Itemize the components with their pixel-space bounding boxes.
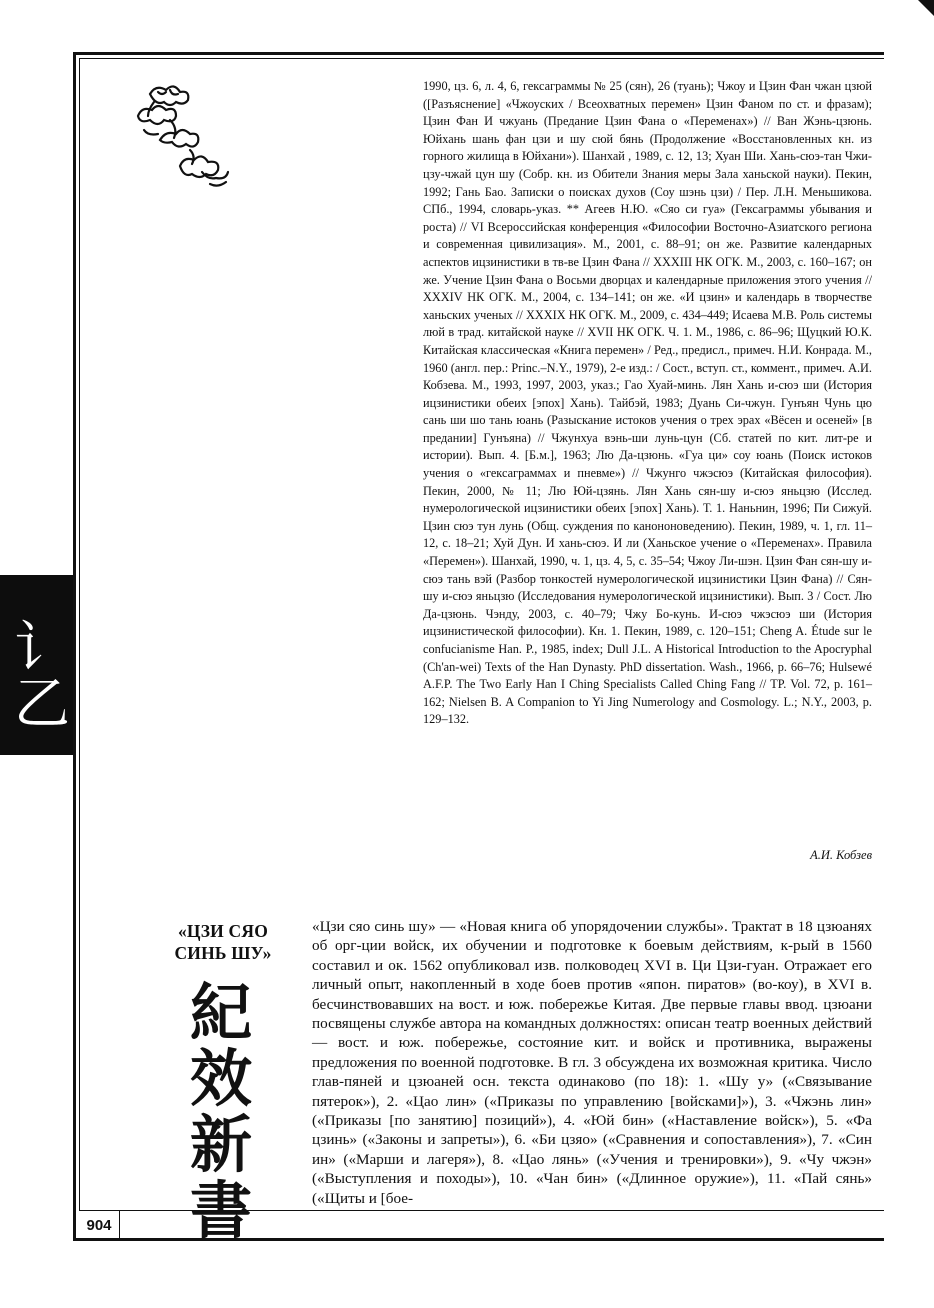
hanzi-char-2: 效 (189, 1042, 252, 1115)
hanzi-char-1: 紀 (189, 976, 252, 1049)
author-signature: А.И. Кобзев (810, 848, 872, 862)
bibliography-block (423, 78, 872, 729)
article-text: «Цзи сяо синь шу» — «Новая книга об упорядочении службы». Трактат в 18 цзюанях об орг-ции войск, их обучении и подготовке к боевым действиям, к-рый в 1560 составил и ок. 1562 опубликовал изв. полководец XVI в. Ци Цзи-гуан. Отражает его личный опыт, накопленный в ходе боев против «япон. пиратов» (во-коу), в XVI в. бесчинствовавших на вост. и юж. побережье Китая. Две первые главы ввод. цзюани посвящены службе автора на командных должностях: описан театр военных действий — вост. и юж. побережье, состояние кит. и войск и противника, выражены предложения по военной подготовке. В гл. 3 обсуждена их возможная критика. Число глав-пяней и цзюаней осн. текста одинаково (по 18): 1. «Шу у» («Связывание пятерок»), 2. «Цао лин» («Приказы по управлению [войсками]»), 3. «Чжэнь лин» («Приказы [по занятию] позиций»), 4. «Юй бин» («Наставление войск»), 5. «Фа цзинь» («Законы и запреты»), 6. «Би цзяо» («Сравнения и сопоставления»), 7. «Син ин» («Марши и лагеря»), 8. «Цао лянь» («Учения и тренировки»), 9. «Чу чжэн» («Выступления и походы»), 10. «Чан бин» («Длинное оружие»), 11. «Пай сянь» («Щиты и [бое- (312, 918, 872, 1207)
hanzi-column (176, 976, 266, 1247)
corner-mark (918, 0, 934, 16)
bibliography-text: 1990, цз. 6, л. 4, 6, гексаграммы № 25 (сян), 26 (туань); Чжоу и Цзин Фан чжан цзюй ([Разъяснение] «Чжоуских / Всеохватных перемен» Цзин Фаном по ст. и фразам); Цзин Фан И чжуань (Предание Цзин Фана о «Переменах») // Ван Жэнь-цзюнь. Юйхань шань фан цзи и шу сюй бянь (Продолжение «Восстановленных кн. из горного жилища в Юйхани»). Шанхай , 1989, с. 12, 13; Хуан Ши. Хань-сюэ-тан Чжи-цзу-чжай цун шу (Собр. кн. из Обители Знания меры Зала ханьской науки). Пекин, 1992; Гань Бао. Записки о поисках духов (Соу шэнь цзи) / Пер. Л.Н. Меньшикова. СПб., 1994, словарь-указ. ** Агеев Н.Ю. «Сяо си гуа» (Гексаграммы убывания и роста) // VI Всероссийская конференция «Философии Восточно-Азиатского региона и современная цивилизация». М., 2001, с. 88–91; он же. Развитие календарных аспектов ицзинистики в тв-ве Цзин Фана // XXXIII НК ОГК. М., 2003, с. 160–167; он же. Учение Цзин Фана о Восьми дворцах и календарные приложения этого учения // XXXIV НК ОГК. М., 2004, с. 134–141; он же. «И цзин» и календарь в творчестве ханьских ученых // XXXIX НК ОГК. М., 2009, с. 434–449; Исаева М.В. Роль системы люй в трад. китайской науке // XVII НК ОГК. Ч. 1. М., 1986, с. 86–96; Щуцкий Ю.К. Китайская классическая «Книга перемен» / Ред., предисл., примеч. Н.И. Конрада. М., 1960 (англ. пер.: Princ.–N.Y., 1979), 2-е изд.: / Сост., вступ. ст., коммент., примеч. А.И. Кобзева. М., 1993, 1997, 2003, указ.; Гао Хуай-минь. Лян Хань и-сюэ ши (История ицзинистики обеих [эпох] Хань). Тайбэй, 1983; Дуань Си-чжун. Гунъян Чунь цю сань ши шо тань юань (Разыскание истоков учения о трех эрах «Вёсен и осеней» [в предании] Гунъяна) // Чжунхуа вэнь-ши лунь-цун (Сб. статей по кит. лит-ре и истории). Вып. 4. [Б.м.], 1963; Лю Да-цзюнь. «Гуа ци» соу юань (Поиск истоков учения о «гексаграммах и пневме») // Чжунго чжэсюэ (Китайская философия). Пекин, 2000, № 11; Лю Юй-цзянь. Лян Хань сян-шу и-сюэ яньцзю (Исслед. нумерологической ицзинистики обеих [эпох] Хань). Т. 1. Наньнин, 1996; Пи Сижуй. Цзин сюэ тун лунь (Общ. суждения по канононоведению). Пекин, 1989, ч. 1, гл. 11–12, с. 18–21; Хуй Дун. И хань-сюэ. И ли (Ханьское учение о «Переменах». Правила «Перемен»). Шанхай, 1990, ч. 1, цз. 4, 5, с. 35–54; Чжоу Ли-шэн. Цзин Фан сян-шу и-сюэ тань вэй (Разбор тонкостей нумерологической ицзинистики Цзин Фана) // Сян-шу и-сюэ яньцзю (Исследования нумерологической ицзинистики). Вып. 3 / Сост. Лю Да-цзюнь. Чэнду, 2003, с. 40–79; Чжу Бо-кунь. И-сюэ чжэсюэ ши (История ицзинистической философии). Кн. 1. Пекин, 1989, с. 120–151; Cheng A. Étude sur le confucianisme Han. P., 1985, index; Dull J.L. A Historical Introduction to the Apocryphal (Ch'an-wei) Texts of the Han Dynasty. PhD dissertation. Wash., 1966, p. 66–76; Hulsewé A.F.P. The Two Early Han I Ching Specialists Called Ching Fang // TP. Vol. 72, p. 161–162; Nielsen B. A Companion to Yi Jing Numerology and Cosmology. L.; N.Y., 2003, p. 129–132. (423, 79, 872, 727)
page-number-box (79, 1210, 120, 1239)
page-frame-top (73, 52, 884, 55)
page-frame-inner-left (79, 58, 80, 1210)
thumb-tab-glyph: 讠乙 (14, 616, 70, 737)
page-frame-left (73, 52, 76, 1240)
hanzi-char-3: 新 (189, 1108, 252, 1181)
cloud-ornament-icon (130, 76, 240, 194)
page-number: 904 (86, 1216, 112, 1234)
headword-line-2: СИНЬ ШУ» (174, 943, 272, 963)
article-body (312, 917, 872, 1208)
headword-line-1: «ЦЗИ СЯО (177, 921, 269, 941)
thumb-index-tab (0, 575, 73, 755)
hanzi-char-4: 書 (189, 1174, 252, 1247)
page-frame-inner-top (79, 58, 884, 59)
entry-headword (163, 920, 283, 964)
